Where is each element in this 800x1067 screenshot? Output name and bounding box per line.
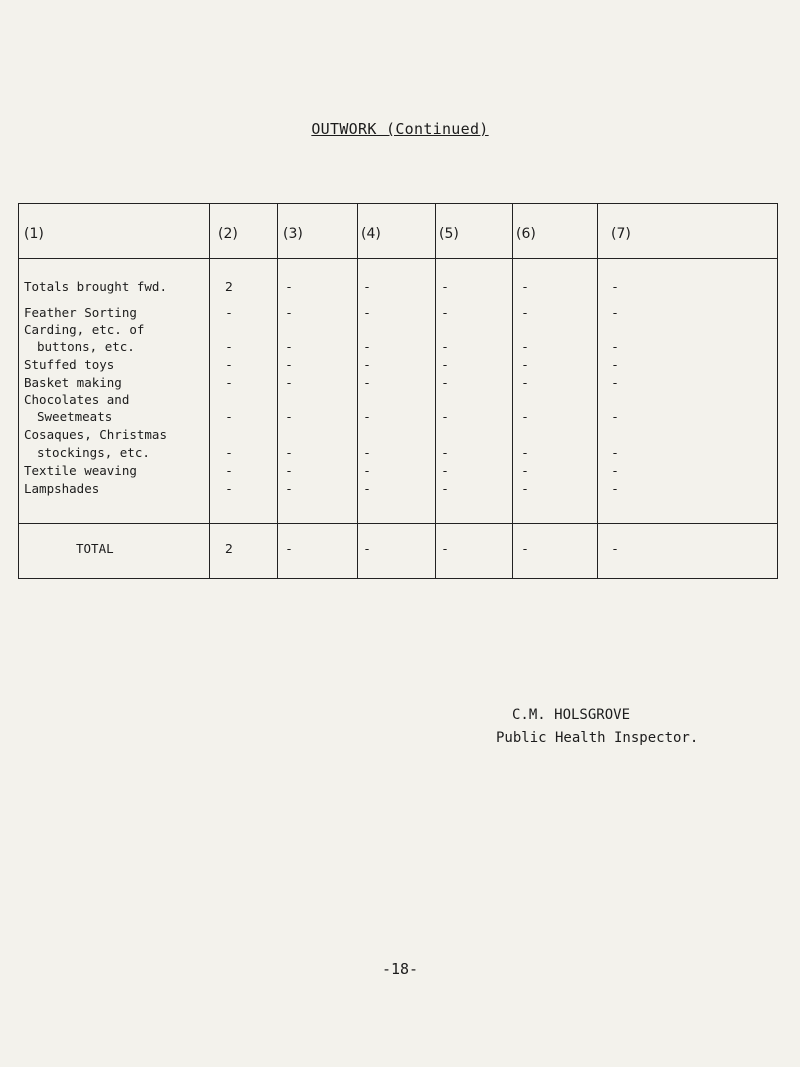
cell-value: - <box>286 305 292 320</box>
outwork-table <box>18 203 778 579</box>
table-row <box>19 279 777 296</box>
cell-value: - <box>612 481 618 496</box>
cell-value: - <box>442 357 448 372</box>
cell-value: - <box>612 409 618 424</box>
cell-value: - <box>442 481 448 496</box>
row-label: Chocolates and <box>24 392 130 407</box>
column-header-6: (6) <box>516 226 536 242</box>
column-header-2: (2) <box>218 226 238 242</box>
cell-value: - <box>442 445 448 460</box>
cell-value: - <box>226 339 232 354</box>
cell-value: - <box>226 305 232 320</box>
cell-value: - <box>612 339 618 354</box>
cell-value: - <box>522 481 528 496</box>
cell-value: - <box>286 339 292 354</box>
row-label: Carding, etc. of <box>24 322 145 337</box>
column-header-3: (3) <box>283 226 303 242</box>
cell-value: - <box>364 481 370 496</box>
cell-value: - <box>226 463 232 478</box>
cell-value: - <box>522 305 528 320</box>
cell-value: - <box>522 445 528 460</box>
cell-value: - <box>364 279 370 294</box>
table-row <box>19 375 777 392</box>
cell-value: - <box>612 357 618 372</box>
cell-value: - <box>226 481 232 496</box>
page-title: OUTWORK (Continued) <box>311 120 489 138</box>
cell-value: - <box>522 375 528 390</box>
cell-value: - <box>522 357 528 372</box>
table-row <box>19 322 777 339</box>
cell-value: - <box>226 445 232 460</box>
total-value: - <box>612 541 618 556</box>
row-label: Stuffed toys <box>24 357 115 372</box>
cell-value: - <box>364 409 370 424</box>
table-row <box>19 427 777 444</box>
row-label: Feather Sorting <box>24 305 137 320</box>
cell-value: - <box>442 339 448 354</box>
cell-value: - <box>612 375 618 390</box>
row-label: Basket making <box>24 375 122 390</box>
cell-value: - <box>364 339 370 354</box>
total-value: - <box>364 541 370 556</box>
table-row <box>19 463 777 480</box>
cell-value: - <box>364 463 370 478</box>
page-number: -18- <box>381 960 419 978</box>
cell-value: - <box>364 305 370 320</box>
cell-value: - <box>522 279 528 294</box>
cell-value: - <box>442 279 448 294</box>
column-header-1: (1) <box>24 226 44 242</box>
cell-value: - <box>522 339 528 354</box>
cell-value: - <box>286 481 292 496</box>
cell-value: - <box>612 305 618 320</box>
column-header-4: (4) <box>361 226 381 242</box>
cell-value: - <box>226 375 232 390</box>
row-label: Textile weaving <box>24 463 137 478</box>
cell-value: - <box>286 409 292 424</box>
cell-value: - <box>226 357 232 372</box>
cell-value: - <box>364 445 370 460</box>
cell-value: - <box>286 279 292 294</box>
column-header-7: (7) <box>611 226 631 242</box>
total-value: 2 <box>225 541 233 556</box>
total-value: - <box>522 541 528 556</box>
cell-value: - <box>286 463 292 478</box>
cell-value: - <box>522 409 528 424</box>
table-row <box>19 305 777 322</box>
table-row <box>19 445 777 462</box>
row-label: Totals brought fwd. <box>24 279 167 294</box>
cell-value: - <box>612 445 618 460</box>
cell-value: - <box>612 279 618 294</box>
signatory-name: C.M. HOLSGROVE <box>512 707 631 723</box>
cell-value: - <box>364 375 370 390</box>
table-row <box>19 392 777 409</box>
total-rule <box>19 523 777 524</box>
row-label: Cosaques, Christmas <box>24 427 167 442</box>
column-header-5: (5) <box>439 226 459 242</box>
signatory-role: Public Health Inspector. <box>496 730 699 746</box>
table-row <box>19 409 777 426</box>
total-value: - <box>442 541 448 556</box>
row-label: stockings, etc. <box>37 445 150 460</box>
header-rule <box>19 258 777 259</box>
table-row <box>19 357 777 374</box>
cell-value: - <box>286 357 292 372</box>
row-label: Lampshades <box>24 481 100 496</box>
cell-value: - <box>364 357 370 372</box>
total-value: - <box>286 541 292 556</box>
row-label: buttons, etc. <box>37 339 135 354</box>
row-label: Sweetmeats <box>37 409 113 424</box>
cell-value: 2 <box>225 279 233 294</box>
cell-value: - <box>612 463 618 478</box>
table-row <box>19 481 777 498</box>
cell-value: - <box>286 445 292 460</box>
cell-value: - <box>442 463 448 478</box>
cell-value: - <box>226 409 232 424</box>
cell-value: - <box>522 463 528 478</box>
cell-value: - <box>442 305 448 320</box>
total-label: TOTAL <box>76 541 114 556</box>
cell-value: - <box>286 375 292 390</box>
table-row <box>19 339 777 356</box>
cell-value: - <box>442 409 448 424</box>
cell-value: - <box>442 375 448 390</box>
